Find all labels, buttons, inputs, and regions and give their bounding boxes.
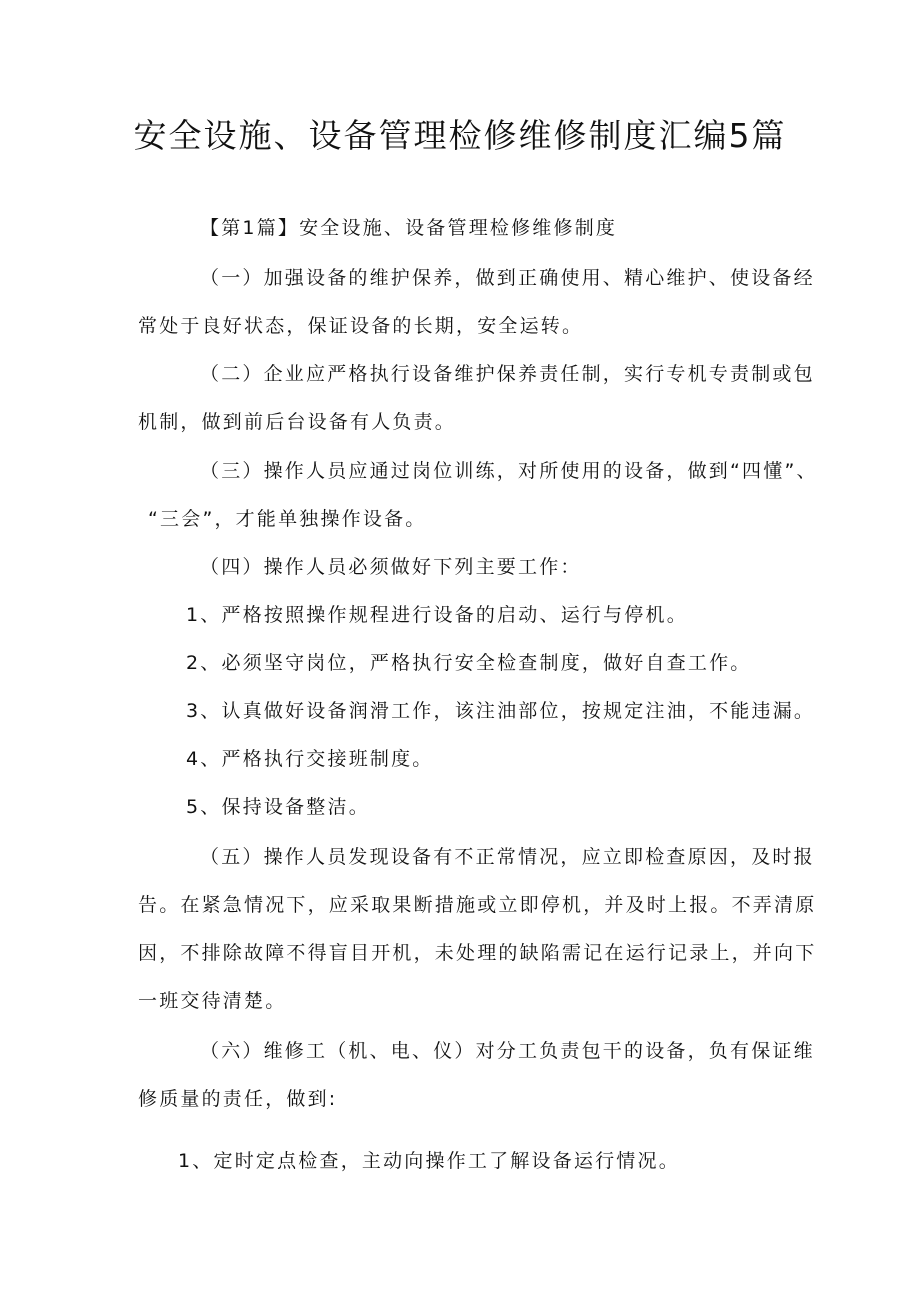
list-item: 3、认真做好设备润滑工作，该注油部位，按规定注油，不能违漏。 <box>186 700 816 722</box>
paragraph-line: “三会”，才能单独操作设备。 <box>148 508 427 530</box>
list-item: 1、严格按照操作规程进行设备的启动、运行与停机。 <box>186 604 688 626</box>
section-heading: 【第1篇】安全设施、设备管理检修维修制度 <box>200 217 618 239</box>
paragraph-line: 一班交待清楚。 <box>138 990 287 1012</box>
paragraph-line: （四）操作人员必须做好下列主要工作： <box>200 556 582 578</box>
paragraph-line: （一）加强设备的维护保养，做到正确使用、精心维护、使设备经 <box>200 267 815 289</box>
list-item: 5、保持设备整洁。 <box>186 796 370 818</box>
document-title: 安全设施、设备管理检修维修制度汇编5篇 <box>133 116 787 155</box>
paragraph-line: 机制，做到前后台设备有人负责。 <box>138 411 457 433</box>
paragraph-line: 修质量的责任，做到: <box>138 1088 338 1110</box>
paragraph-line: （五）操作人员发现设备有不正常情况，应立即检查原因，及时报 <box>200 846 815 868</box>
paragraph-line: （二）企业应严格执行设备维护保养责任制，实行专机专责制或包 <box>200 363 815 385</box>
list-item: 4、严格执行交接班制度。 <box>186 748 434 770</box>
paragraph-line: （三）操作人员应通过岗位训练，对所使用的设备，做到“四懂”、 <box>200 460 818 482</box>
paragraph-line: （六）维修工（机、电、仪）对分工负责包干的设备，负有保证维 <box>200 1040 815 1062</box>
paragraph-line: 告。在紧急情况下，应采取果断措施或立即停机，并及时上报。不弄清原 <box>138 894 817 916</box>
list-item: 2、必须坚守岗位，严格执行安全检查制度，做好自查工作。 <box>186 652 752 674</box>
paragraph-line: 因，不排除故障不得盲目开机，未处理的缺陷需记在运行记录上，并向下 <box>138 942 817 964</box>
list-item: 1、定时定点检查，主动向操作工了解设备运行情况。 <box>178 1150 680 1172</box>
paragraph-line: 常处于良好状态，保证设备的长期，安全运转。 <box>138 315 584 337</box>
